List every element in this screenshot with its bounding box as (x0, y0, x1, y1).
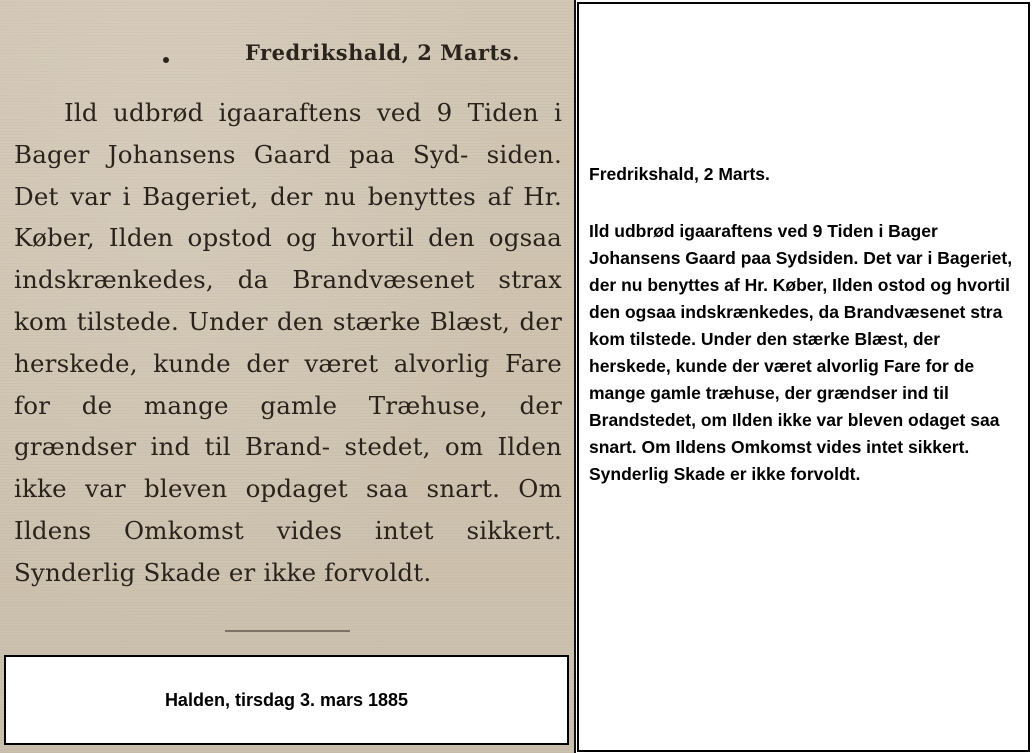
transcription-body: Ild udbrød igaaraftens ved 9 Tiden i Bager Johansens Gaard paa Sydsiden. Det var i Bageriet, der nu benyttes af Hr. Køber, Ilden ostod og hvortil den ogsaa indskrænkedes, da Brandvæsenet stra kom tilstede. Under den stærke Blæst, der herskede, kunde der været alvorlig Fare for de mange gamle træhuse, der grændser ind til Brandstedet, om Ilden ikke var bleven odaget saa snart. Om Ildens Omkomst vides intet sikkert. Synderlig Skade er ikke forvoldt. (589, 221, 1013, 484)
transcription-title: Fredrikshald, 2 Marts. (589, 164, 770, 184)
clipping-heading: Fredrikshald, 2 Marts. (245, 40, 520, 65)
section-divider-rule (225, 630, 350, 632)
caption-box (4, 655, 569, 745)
date-caption: Halden, tirsdag 3. mars 1885 (164, 689, 409, 710)
transcription-panel (577, 2, 1030, 752)
bleed-through-texture (0, 0, 574, 25)
panel-divider (574, 0, 576, 753)
heading-bullet (163, 57, 169, 63)
clipping-body-text: Ild udbrød igaaraftens ved 9 Tiden i Bager Johansens Gaard paa Syd- siden. Det var i Bageriet, der nu benyttes af Hr. Køber, Ilden opstod og hvortil den ogsaa indskrænkedes, da Brandvæsenet strax kom tilstede. Under den stærke Blæst, der herskede, kunde der været alvorlig Fare for de mange gamle Træhuse, der grændser ind til Brand- stedet, om Ilden ikke var bleven opdaget saa snart. Om Ildens Omkomst vides intet sikkert. Synderlig Skade er ikke forvoldt. (14, 98, 562, 587)
